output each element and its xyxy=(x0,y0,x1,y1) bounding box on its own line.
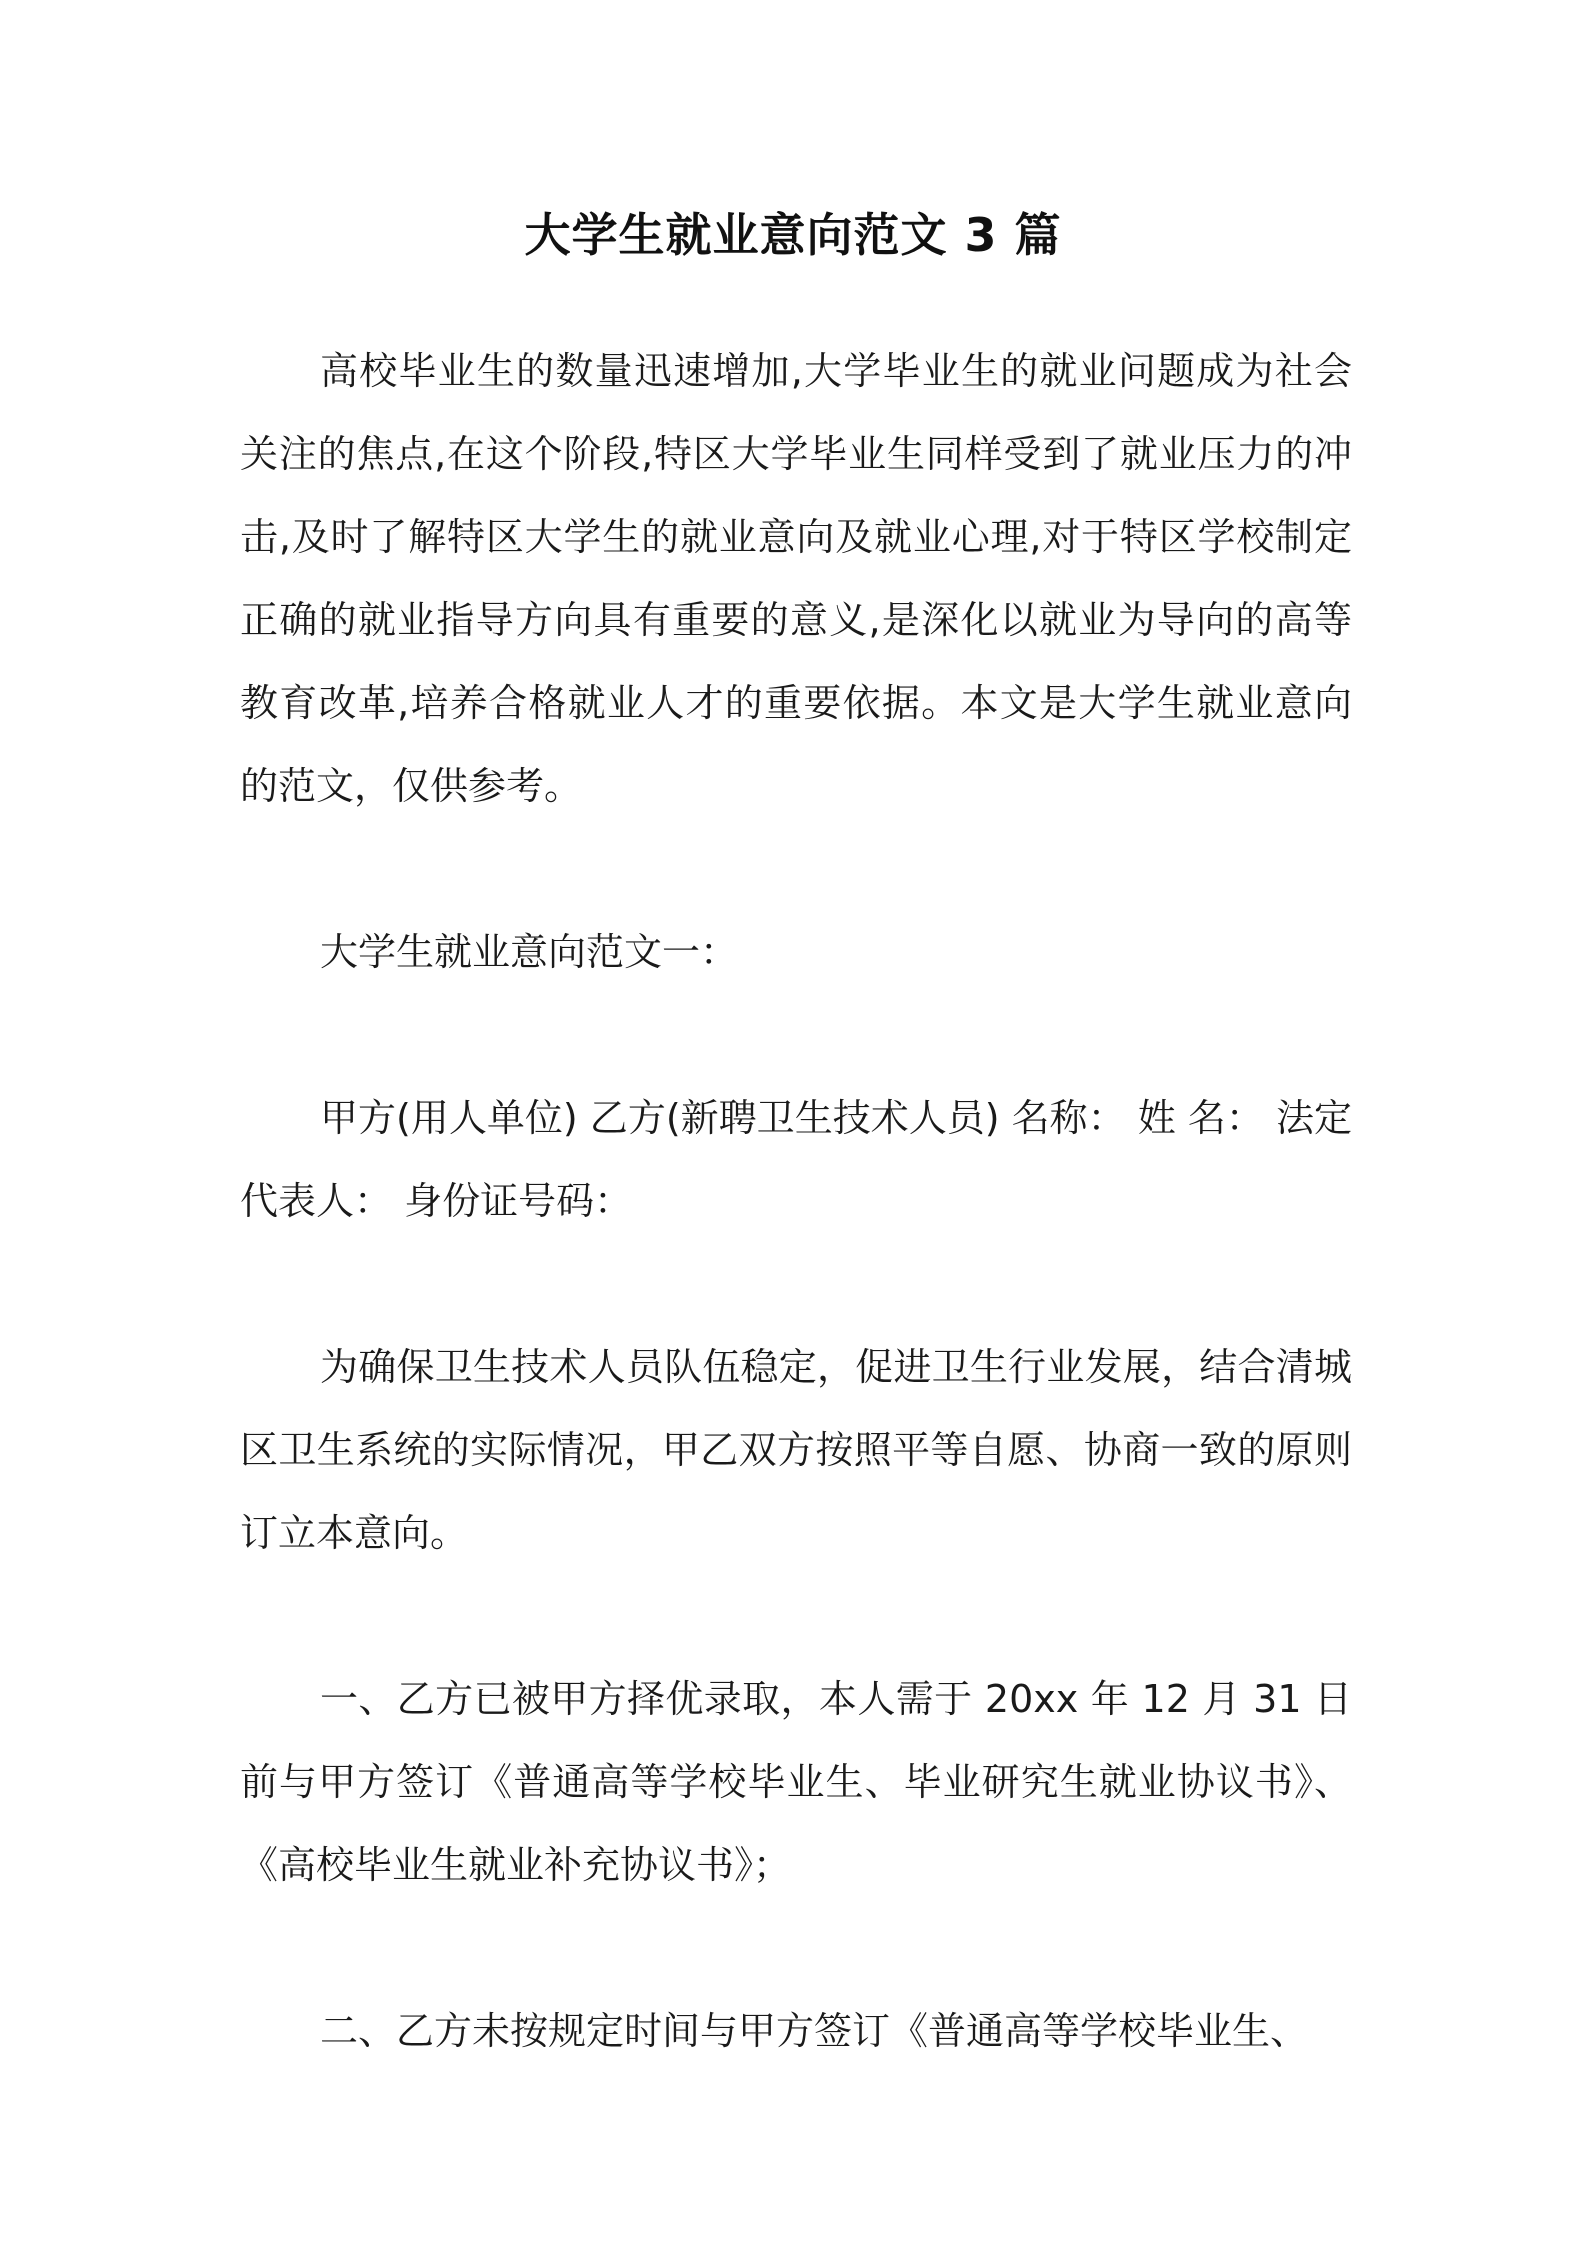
paragraph-gap xyxy=(240,994,1352,1077)
document-title: 大学生就业意向范文 3 篇 xyxy=(524,208,1062,262)
paragraph-gap xyxy=(240,1907,1352,1990)
parties-paragraph: 甲方(用人单位) 乙方(新聘卫生技术人员) 名称： 姓 名： 法定代表人： 身份证号码： xyxy=(240,1096,1352,1223)
paragraph-gap xyxy=(240,1575,1352,1658)
paragraph-gap xyxy=(240,828,1352,911)
document-body xyxy=(240,330,1352,2073)
paragraph-gap xyxy=(240,1243,1352,1326)
section-heading-one: 大学生就业意向范文一： xyxy=(320,930,739,974)
clause-one-paragraph: 一、乙方已被甲方择优录取，本人需于 20xx 年 12 月 31 日前与甲方签订《普通高等学校毕业生、毕业研究生就业协议书》、《高校毕业生就业补充协议书》； xyxy=(240,1677,1352,1887)
intro-paragraph: 高校毕业生的数量迅速增加,大学毕业生的就业问题成为社会关注的焦点,在这个阶段,特区大学毕业生同样受到了就业压力的冲击,及时了解特区大学生的就业意向及就业心理,对于特区学校制定正确的就业指导方向具有重要的意义,是深化以就业为导向的高等教育改革,培养合格就业人才的重要依据。本文是大学生就业意向的范文，仅供参考。 xyxy=(240,349,1352,808)
purpose-paragraph: 为确保卫生技术人员队伍稳定，促进卫生行业发展，结合清城区卫生系统的实际情况，甲乙双方按照平等自愿、协商一致的原则订立本意向。 xyxy=(240,1345,1352,1555)
clause-two-paragraph: 二、乙方未按规定时间与甲方签订《普通高等学校毕业生、 xyxy=(320,2009,1309,2053)
